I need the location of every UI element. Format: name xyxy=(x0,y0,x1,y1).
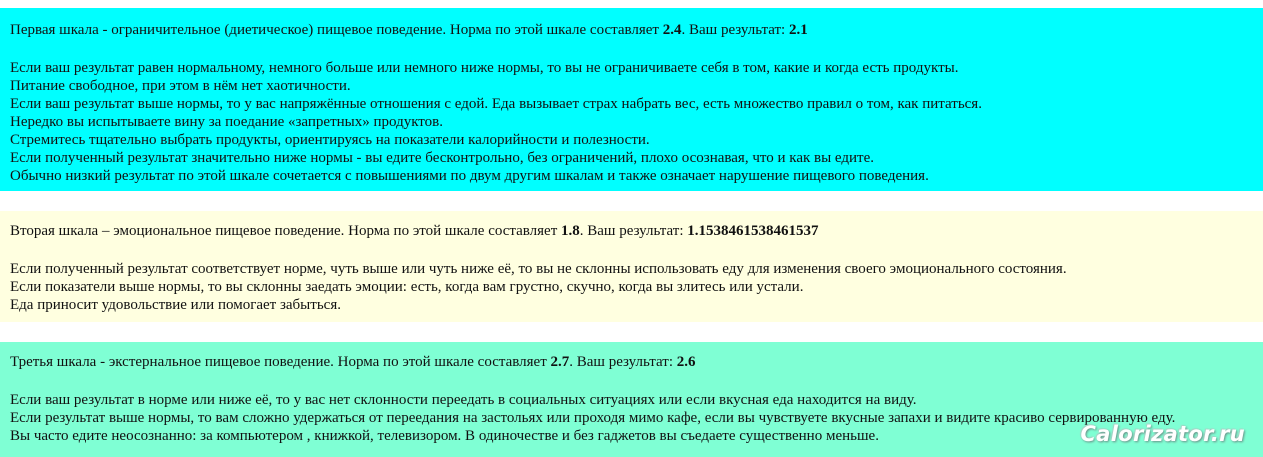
scale-1-line: Нередко вы испытываете вину за поедание «запретных» продуктов. xyxy=(10,114,443,130)
scale-3-norm: 2.7 xyxy=(550,354,570,370)
scale-3-description xyxy=(10,391,1253,445)
scale-2-norm: 1.8 xyxy=(561,223,580,239)
scale-3-line: Если ваш результат в норме или ниже её, то у вас нет склонности переедать в социальных ситуациях или если вкусная еда находится на виду. xyxy=(10,392,917,408)
scale-2-panel xyxy=(0,211,1263,322)
scale-1-heading-text: Первая шкала - ограничительное (диетическое) пищевое поведение. Норма по этой шкале составляет xyxy=(10,22,663,38)
scale-3-heading-text: Третья шкала - экстернальное пищевое поведение. Норма по этой шкале составляет xyxy=(10,354,551,370)
scale-3-line: Если результат выше нормы, то вам сложно удержаться от переедания на застольях или проходя мимо кафе, если вы чувствуете вкусные запахи и видите красиво сервированную еду. xyxy=(10,410,1176,426)
scale-2-line: Еда приносит удовольствие или помогает забыться. xyxy=(10,297,341,313)
scale-2-result-label: . Ваш результат: xyxy=(579,223,688,239)
scale-1-line: Если ваш результат выше нормы, то у вас напряжённые отношения с едой. Еда вызывает страх набрать вес, есть множество правил о том, как питаться. xyxy=(10,96,982,112)
scale-1-norm: 2.4 xyxy=(662,22,682,38)
scale-1-line: Если ваш результат равен нормальному, немного больше или немного ниже нормы, то вы не ограничиваете себя в том, какие и когда есть продукты. xyxy=(10,60,959,76)
scale-2-result: 1.1538461538461537 xyxy=(687,223,819,239)
scale-2-line: Если показатели выше нормы, то вы склонны заедать эмоции: есть, когда вам грустно, скучно, когда вы злитесь или устали. xyxy=(10,279,804,295)
scale-3-line: Вы часто едите неосознанно: за компьютером , книжкой, телевизором. В одиночестве и без гаджетов вы съедаете существенно меньше. xyxy=(10,428,879,444)
scale-1-heading xyxy=(10,8,1253,39)
site-watermark: Calorizator.ru xyxy=(1080,422,1245,446)
scale-1-line: Если полученный результат значительно ниже нормы - вы едите бесконтрольно, без ограничений, плохо осознавая, что и как вы едите. xyxy=(10,150,875,166)
scale-1-panel xyxy=(0,8,1263,191)
scale-2-heading-text: Вторая шкала – эмоциональное пищевое поведение. Норма по этой шкале составляет xyxy=(10,223,562,239)
scale-1-line: Стремитесь тщательно выбрать продукты, ориентируясь на показатели калорийности и полезности. xyxy=(10,132,650,148)
scale-3-heading xyxy=(10,342,1253,371)
scale-3-panel xyxy=(0,342,1263,457)
scale-1-result: 2.1 xyxy=(788,22,808,38)
scale-2-heading xyxy=(10,211,1253,240)
scale-1-description xyxy=(10,59,1253,185)
scale-1-result-label: . Ваш результат: xyxy=(681,22,789,38)
scale-2-description xyxy=(10,260,1253,314)
scale-3-result: 2.6 xyxy=(676,354,696,370)
scale-1-line: Питание свободное, при этом в нём нет хаотичности. xyxy=(10,78,351,94)
scale-3-result-label: . Ваш результат: xyxy=(569,354,677,370)
scale-2-line: Если полученный результат соответствует норме, чуть выше или чуть ниже её, то вы не склонны использовать еду для изменения своего эмоционального состояния. xyxy=(10,261,1067,277)
scale-1-line: Обычно низкий результат по этой шкале сочетается с повышениями по двум другим шкалам и также означает нарушение пищевого поведения. xyxy=(10,168,929,184)
